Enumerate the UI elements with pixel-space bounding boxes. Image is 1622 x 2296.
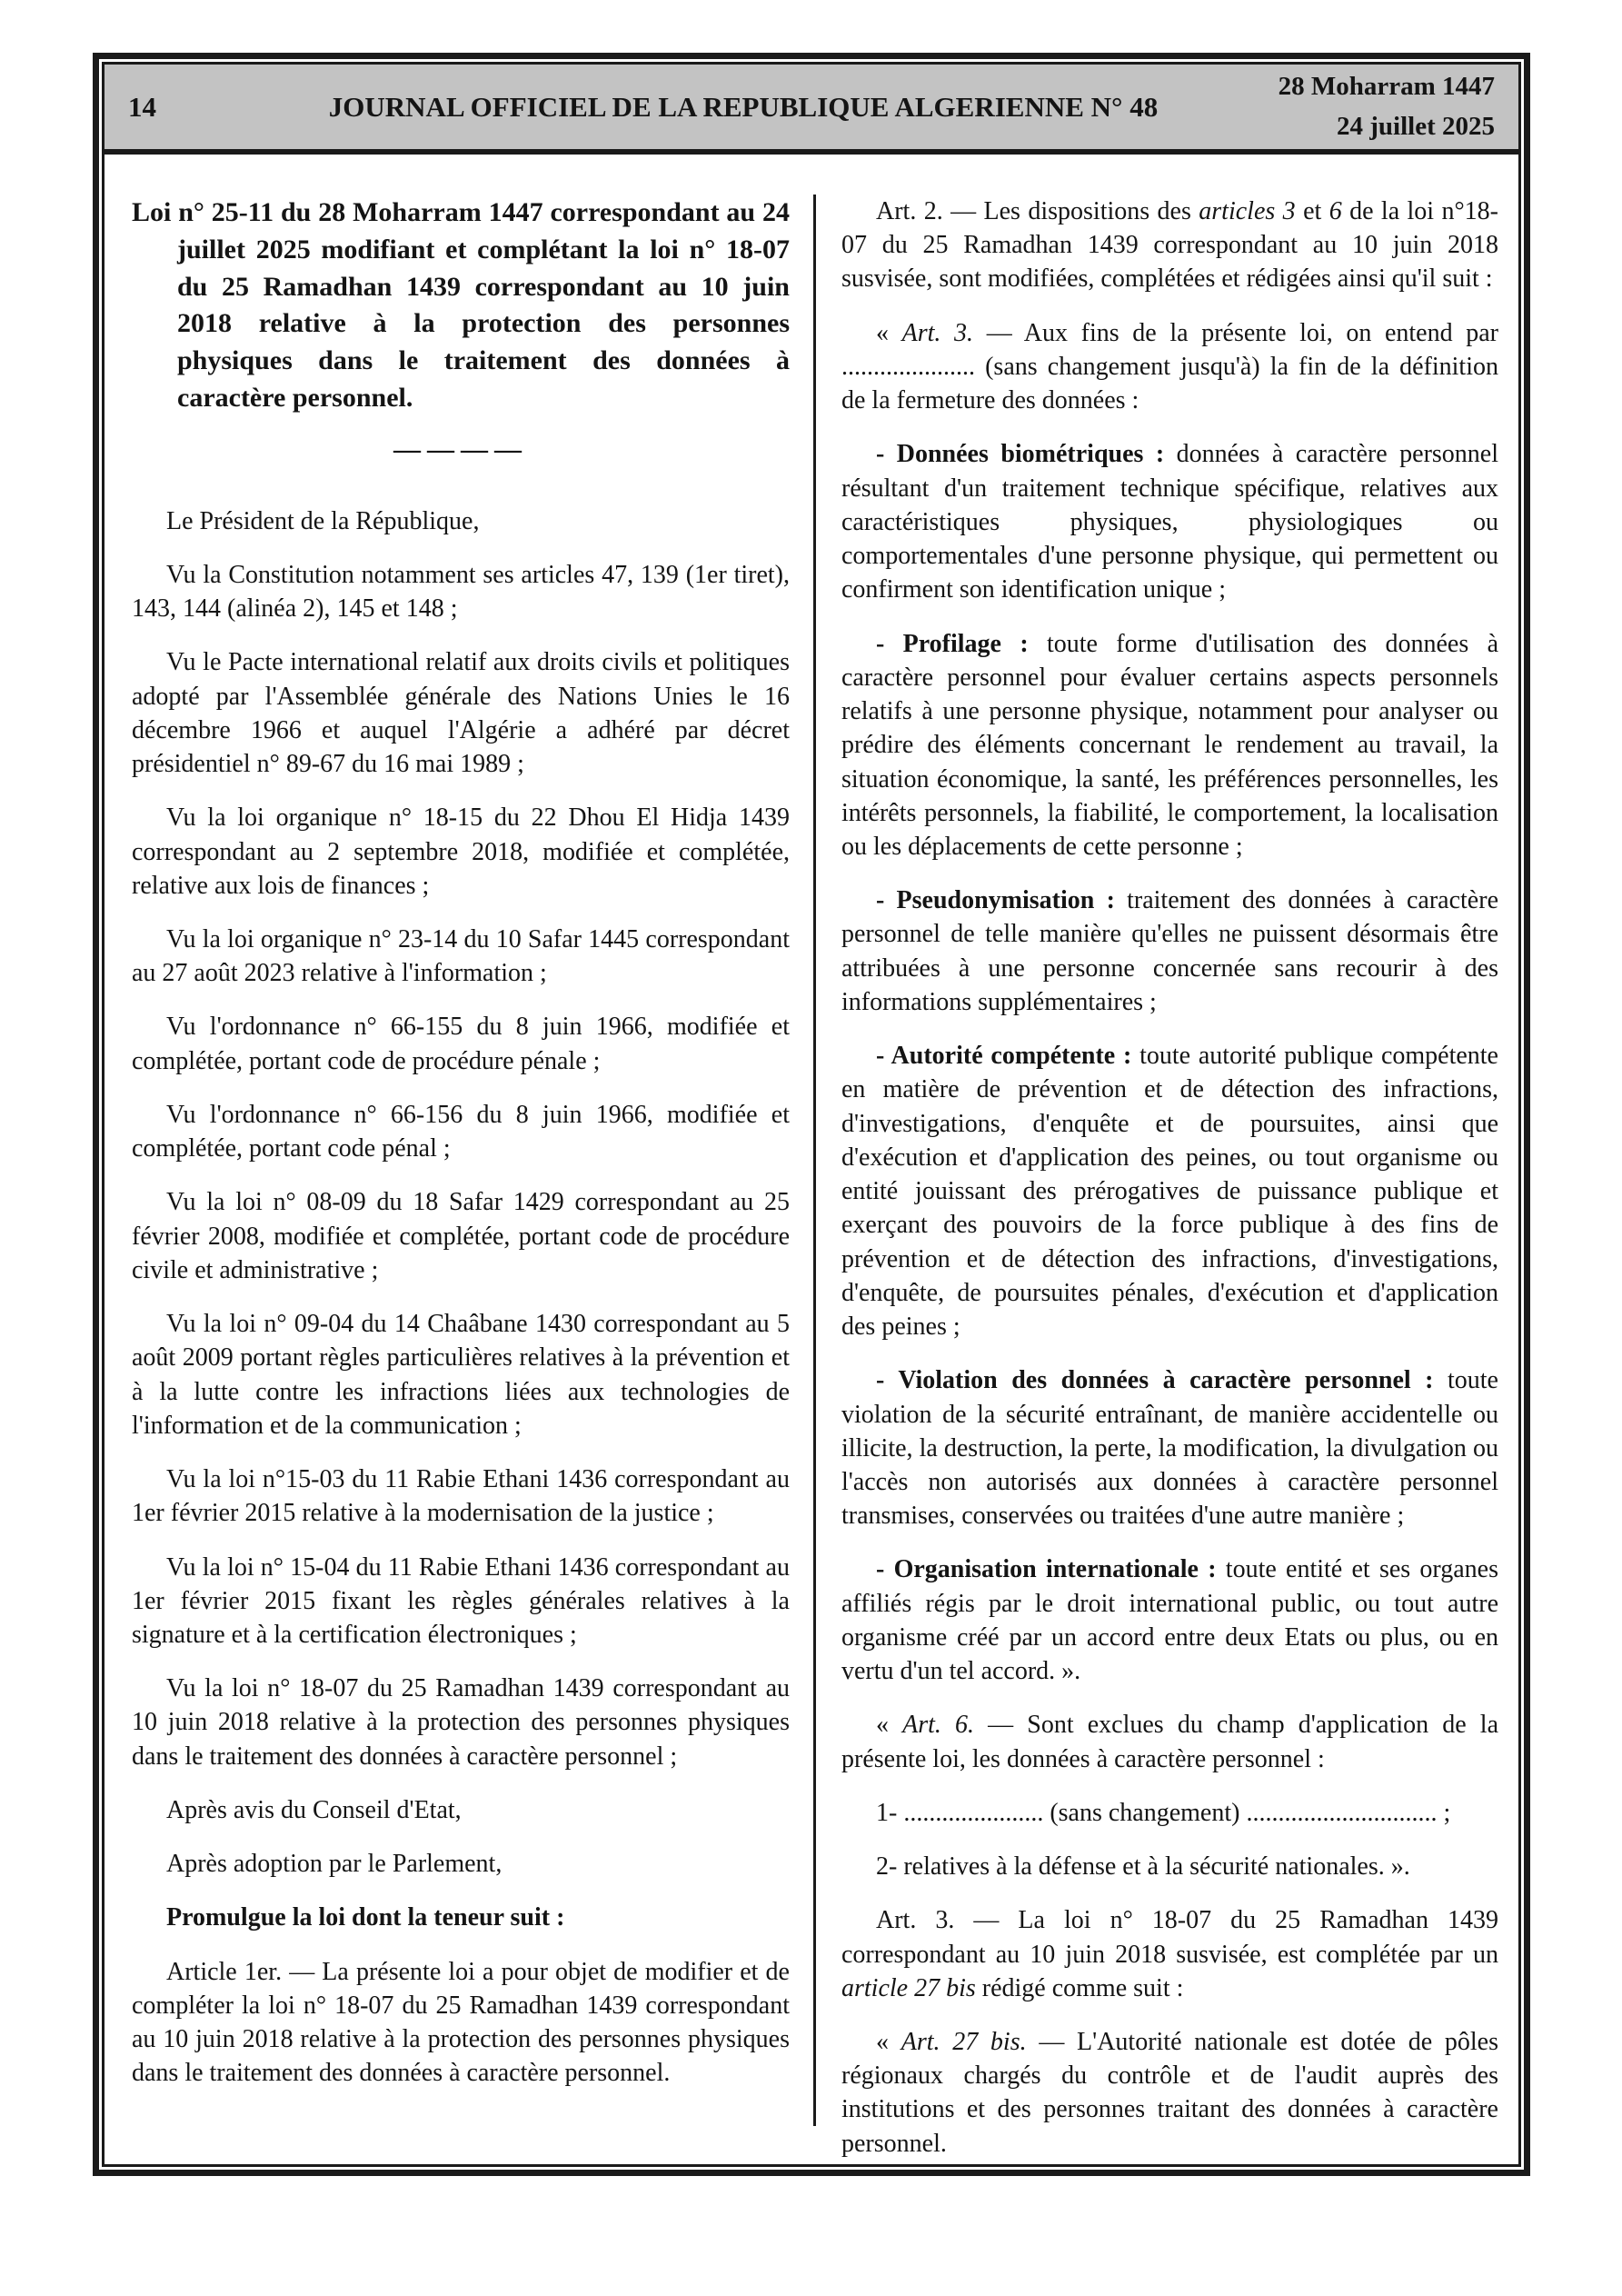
- vu-loi-09-04: [132, 1307, 790, 1442]
- text-segment: Après adoption par le Parlement,: [166, 1850, 503, 1879]
- right-column: [816, 195, 1518, 2164]
- art-6-item-2: [841, 1850, 1498, 1883]
- vu-loi-15-04: [132, 1551, 790, 1652]
- def-profilage: [841, 627, 1498, 864]
- text-segment: Loi n° 25-11 du 28 Moharram 1447 correspondant au 24 juillet 2025 modifiant et complétant la loi n° 18-07 du 25 Ramadhan 1439 correspondant au 10 juin 2018 relative à la protection des personnes physiques dans le traitement des données à caractère personnel.: [132, 197, 790, 413]
- text-segment: et: [1295, 197, 1329, 225]
- def-violation-donnees: [841, 1363, 1498, 1532]
- text-segment: rédigé comme suit :: [975, 1973, 1184, 2002]
- vu-pacte-international: [132, 645, 790, 781]
- text-segment: - Profilage :: [876, 629, 1029, 658]
- text-segment: Article 1er. — La présente loi a pour objet de modifier et de compléter la loi n° 18-07 du 25 Ramadhan 1439 correspondant au 10 juin 2018 relative à la protection des personnes physiques dans le traitement des données à caractère personnel.: [132, 1957, 790, 2088]
- art-6-item-1: [841, 1796, 1498, 1830]
- text-segment: - Organisation internationale :: [876, 1555, 1217, 1584]
- article-3: [841, 1903, 1498, 2005]
- text-segment: — Sont exclues du champ d'application de la présente loi, les données à caractère personnel :: [841, 1711, 1499, 1773]
- art-6-quote: [841, 1708, 1498, 1775]
- header-dates: [1222, 67, 1495, 146]
- text-segment: Après avis du Conseil d'Etat,: [166, 1795, 462, 1824]
- article-2: [841, 195, 1498, 296]
- text-segment: Art. 6.: [902, 1711, 975, 1740]
- art-3-quote: [841, 316, 1498, 418]
- text-segment: — Aux fins de la présente loi, on entend par ..................... (sans changement jusqu'à) la fin de la définition de la fermeture des données :: [841, 318, 1498, 415]
- left-column: [104, 195, 813, 2164]
- text-segment: Promulgue la loi dont la teneur suit :: [166, 1903, 565, 1932]
- date-gregorian: 24 juillet 2025: [1337, 111, 1495, 141]
- text-segment: Vu la loi n° 18-07 du 25 Ramadhan 1439 correspondant au 10 juin 2018 relative à la protection des personnes physiques dans le traitement des données à caractère personnel ;: [132, 1674, 790, 1771]
- text-segment: articles 3: [1199, 197, 1296, 225]
- vu-loi-15-03: [132, 1462, 790, 1530]
- promulgue-line: [132, 1901, 790, 1934]
- text-segment: article 27 bis: [841, 1973, 976, 2002]
- text-segment: Vu la loi organique n° 23-14 du 10 Safar 1445 correspondant au 27 août 2023 relative à l'information ;: [132, 925, 790, 988]
- text-segment: Art. 3.: [901, 318, 974, 347]
- text-segment: Vu l'ordonnance n° 66-156 du 8 juin 1966, modifiée et complétée, portant code pénal ;: [132, 1100, 790, 1163]
- vu-constitution: [132, 558, 790, 625]
- vu-loi-18-07: [132, 1672, 790, 1773]
- text-segment: Vu la loi n° 08-09 du 18 Safar 1429 correspondant au 25 février 2008, modifiée et complétée, portant code de procédure civile et administrative ;: [132, 1188, 790, 1284]
- apres-adoption: [132, 1847, 790, 1881]
- text-segment: - Données biométriques :: [876, 440, 1165, 469]
- vu-ordonnance-66-155: [132, 1010, 790, 1077]
- president-line: [132, 504, 790, 538]
- vu-loi-organique-18-15: [132, 801, 790, 903]
- text-segment: «: [876, 2028, 901, 2057]
- text-segment: 6: [1328, 197, 1342, 225]
- law-title: [132, 195, 790, 417]
- journal-title: JOURNAL OFFICIEL DE LA REPUBLIQUE ALGERIENNE N° 48: [328, 90, 1159, 123]
- text-segment: 1- ...................... (sans changement) .............................. ;: [876, 1798, 1451, 1827]
- vu-loi-organique-23-14: [132, 923, 790, 990]
- text-segment: ————: [393, 434, 528, 464]
- page-frame: [93, 53, 1530, 2176]
- text-segment: Le Président de la République,: [166, 506, 480, 535]
- text-segment: - Pseudonymisation :: [876, 886, 1115, 915]
- text-segment: Vu la Constitution notamment ses articles 47, 139 (1er tiret), 143, 144 (alinéa 2), 145 et 148 ;: [132, 560, 790, 624]
- text-segment: «: [876, 1711, 903, 1740]
- text-segment: - Violation des données à caractère personnel :: [876, 1366, 1434, 1395]
- text-segment: 2- relatives à la défense et à la sécurité nationales. ».: [876, 1852, 1410, 1882]
- text-segment: Vu la loi n° 09-04 du 14 Chaâbane 1430 correspondant au 5 août 2009 portant règles particulières relatives à la prévention et à la lutte contre les infractions liées aux technologies de l'information et de la communication ;: [132, 1310, 790, 1440]
- text-segment: — L'Autorité nationale est dotée de pôles régionaux chargés du contrôle et de l'audit auprès des institutions et des personnes traitant des données à caractère personnel.: [841, 2028, 1498, 2158]
- text-segment: Vu la loi n°15-03 du 11 Rabie Ethani 1436 correspondant au 1er février 2015 relative à la modernisation de la justice ;: [132, 1465, 790, 1528]
- vu-ordonnance-66-156: [132, 1098, 790, 1165]
- text-segment: Vu l'ordonnance n° 66-155 du 8 juin 1966, modifiée et complétée, portant code de procédure pénale ;: [132, 1013, 790, 1075]
- text-segment: données à caractère personnel résultant d'un traitement technique spécifique, relatives aux caractéristiques physiques, physiologiques ou comportementales d'une personne physique, qui permettent ou confirment son identification unique ;: [841, 440, 1499, 604]
- page-number: 14: [128, 90, 156, 123]
- vu-loi-08-09: [132, 1185, 790, 1287]
- text-segment: Vu la loi organique n° 18-15 du 22 Dhou El Hidja 1439 correspondant au 2 septembre 2018, modifiée et complétée, relative aux lois de finances ;: [132, 804, 790, 900]
- text-segment: «: [876, 318, 902, 347]
- text-segment: toute forme d'utilisation des données à caractère personnel pour évaluer certains aspects personnels relatifs à une personne physique, notamment pour analyser ou prédire des éléments concernant le rendement au travail, la situation économique, la santé, les préférences personnelles, les intérêts personnels, la fiabilité, le comportement, la localisation ou les déplacements de cette personne ;: [841, 629, 1498, 861]
- text-segment: Art. 27 bis.: [901, 2028, 1027, 2057]
- text-segment: toute autorité publique compétente en matière de prévention et de détection des infractions, d'investigations, d'enquête et de poursuites, ainsi que d'exécution et d'application des peines, ou tout organisme ou entité jouissant des prérogatives de puissance publique et exerçant des pouvoirs de la force publique à des fins de prévention et de détection des infractions, d'investigations, d'enquête, de poursuites pénales, d'exécution et d'application des peines ;: [841, 1042, 1498, 1342]
- text-segment: Art. 2. — Les dispositions des: [876, 197, 1199, 225]
- art-27-bis-quote: [841, 2025, 1498, 2161]
- text-segment: traitement des données à caractère personnel de telle manière qu'elles ne puissent désormais être attribuées à une personne concernée sans recourir à des informations supplémentaires ;: [841, 886, 1498, 1016]
- separator: [132, 432, 790, 468]
- apres-avis: [132, 1793, 790, 1827]
- page-header: [104, 65, 1518, 155]
- page: [102, 62, 1521, 2167]
- date-hijri: 28 Moharram 1447: [1278, 72, 1495, 101]
- text-segment: Vu le Pacte international relatif aux droits civils et politiques adopté par l'Assemblée générale des Nations Unies le 16 décembre 1966 et auquel l'Algérie a adhéré par décret présidentiel n° 89-67 du 16 mai 1989 ;: [132, 648, 790, 779]
- def-autorite-competente: [841, 1039, 1498, 1343]
- text-segment: toute entité et ses organes affiliés régis par le droit international public, ou tout autre organisme créé par un accord entre deux Etats ou plus, ou en vertu d'un tel accord. ».: [841, 1555, 1499, 1686]
- def-donnees-biometriques: [841, 437, 1498, 606]
- text-segment: toute violation de la sécurité entraînant, de manière accidentelle ou illicite, la destruction, la perte, la modification, la divulgation ou l'accès non autorisés aux données à caractère personnel transmises, conservées ou traitées d'une autre manière ;: [841, 1366, 1498, 1531]
- text-segment: de la loi n°18-07 du 25 Ramadhan 1439 correspondant au 10 juin 2018 susvisée, sont modifiées, complétées et rédigées ainsi qu'il suit :: [841, 197, 1498, 294]
- page-content: [104, 155, 1518, 2164]
- def-pseudonymisation: [841, 883, 1498, 1019]
- text-segment: - Autorité compétente :: [876, 1042, 1132, 1071]
- def-organisation-internationale: [841, 1552, 1498, 1688]
- text-segment: Vu la loi n° 15-04 du 11 Rabie Ethani 1436 correspondant au 1er février 2015 fixant les règles générales relatives à la signature et à la certification électroniques ;: [132, 1552, 790, 1649]
- article-1: [132, 1955, 790, 2091]
- text-segment: Art. 3. — La loi n° 18-07 du 25 Ramadhan 1439 correspondant au 10 juin 2018 susvisée, est complétée par un: [841, 1906, 1498, 1969]
